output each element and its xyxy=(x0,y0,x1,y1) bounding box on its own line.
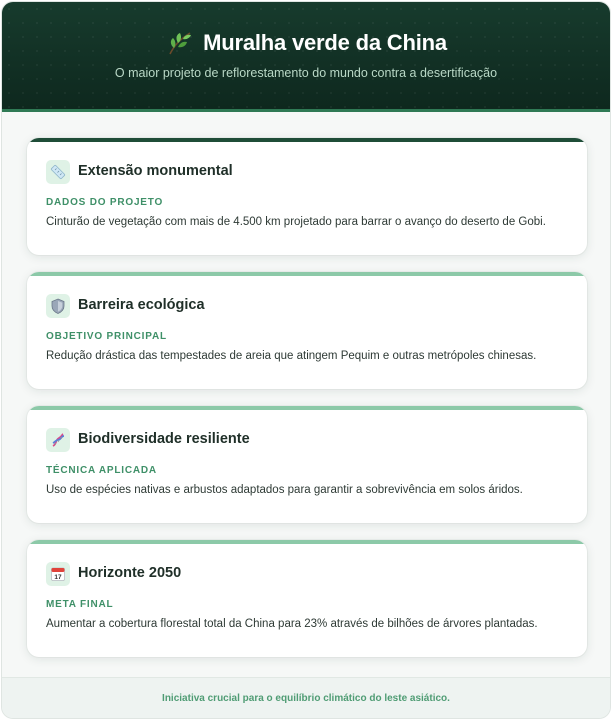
page-title: Muralha verde da China xyxy=(203,30,447,55)
svg-text:17: 17 xyxy=(54,573,62,581)
card-label: META FINAL xyxy=(46,599,114,610)
card-text: Aumentar a cobertura florestal total da China para 23% através de bilhões de árvores plantadas. xyxy=(46,618,538,630)
footer-text: Iniciativa crucial para o equilíbrio climático do leste asiático. xyxy=(162,692,450,704)
card-text: Redução drástica das tempestades de areia que atingem Pequim e outras metrópoles chinesas. xyxy=(46,350,537,362)
title-row xyxy=(2,28,610,58)
card-label: TÉCNICA APLICADA xyxy=(46,465,157,476)
card-barreira xyxy=(27,272,587,389)
shield-icon xyxy=(46,294,70,318)
card-label: DADOS DO PROJETO xyxy=(46,197,164,208)
footer xyxy=(2,677,610,718)
card-title: Biodiversidade resiliente xyxy=(78,431,250,447)
ruler-icon xyxy=(46,160,70,184)
card-title: Horizonte 2050 xyxy=(78,565,182,581)
header xyxy=(2,2,610,112)
card-text: Uso de espécies nativas e arbustos adaptados para garantir a sobrevivência em solos áridos. xyxy=(46,484,523,496)
page-subtitle: O maior projeto de reflorestamento do mundo contra a desertificação xyxy=(114,66,498,80)
card-horizonte xyxy=(27,540,587,657)
card-label: OBJETIVO PRINCIPAL xyxy=(46,331,167,342)
leaf-icon xyxy=(165,28,195,58)
card-title: Extensão monumental xyxy=(78,163,233,179)
card-biodiversidade xyxy=(27,406,587,523)
card-text: Cinturão de vegetação com mais de 4.500 km projetado para barrar o avanço do deserto de Gobi. xyxy=(46,216,546,228)
dna-icon xyxy=(46,428,70,452)
page-frame xyxy=(1,1,611,719)
card-title: Barreira ecológica xyxy=(78,297,205,313)
card-extensao xyxy=(27,138,587,255)
calendar-icon xyxy=(46,562,70,586)
